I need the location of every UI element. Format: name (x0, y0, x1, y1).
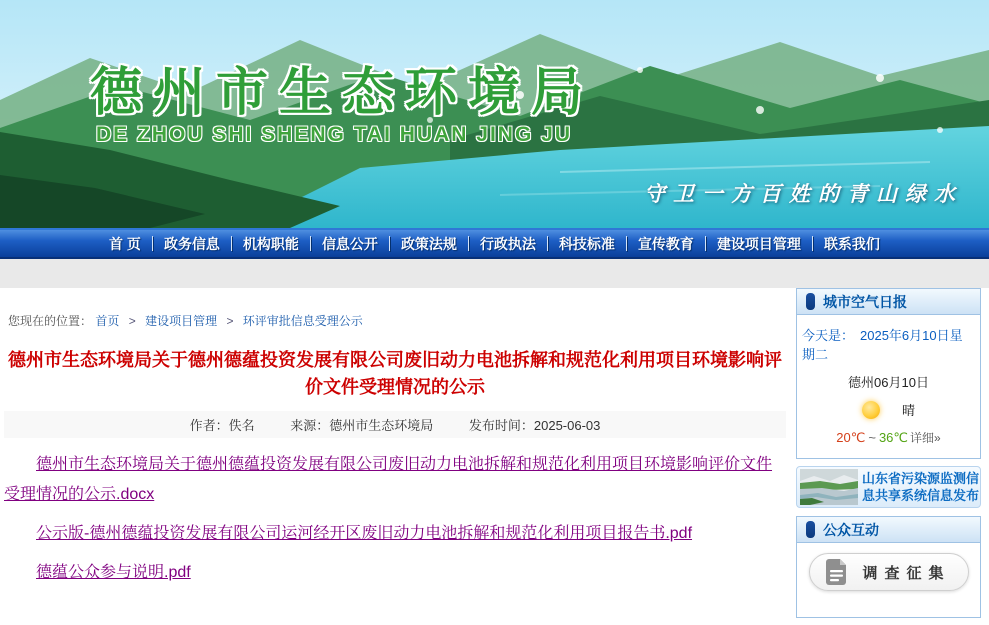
attachment-item (4, 450, 786, 510)
temperature-line (802, 429, 975, 446)
breadcrumb-separator: > (128, 314, 136, 328)
public-interaction-title: 公众互动 (823, 521, 879, 538)
nav-item-functions[interactable]: 机构职能 (242, 235, 299, 252)
air-quality-body (797, 315, 980, 458)
attachment-list (4, 450, 786, 588)
nav-item-education[interactable]: 宣传教育 (637, 235, 694, 252)
air-quality-box (796, 288, 981, 459)
breadcrumb-section-link[interactable]: 建设项目管理 (145, 314, 218, 328)
section-marker-icon (806, 293, 815, 310)
article-publish-date: 发布时间：2025-06-03 (468, 418, 601, 433)
temp-low: 20℃ (836, 430, 866, 445)
document-icon (826, 559, 848, 585)
nav-item-enforcement[interactable]: 行政执法 (479, 235, 536, 252)
public-interaction-body (797, 543, 980, 617)
site-banner (0, 0, 989, 228)
today-line (802, 325, 975, 363)
article-meta (4, 411, 786, 438)
banner-thumbnail (800, 469, 858, 505)
attachment-item (4, 519, 786, 549)
attachment-link-report-pdf[interactable]: 公示版-德州德蕴投资发展有限公司运河经开区废旧动力电池拆解和规范化利用项目报告书.pdf (36, 525, 693, 542)
temp-separator: ~ (868, 430, 876, 445)
sun-icon (862, 401, 880, 419)
nav-item-gov-info[interactable]: 政务信息 (163, 235, 220, 252)
temp-high: 36℃ (878, 430, 909, 445)
pollution-monitor-banner[interactable] (796, 466, 981, 508)
nav-item-home[interactable]: 首 页 (109, 235, 141, 252)
banner-link-line2: 息共享系统信息发布 (862, 488, 980, 503)
attachment-item (4, 558, 786, 588)
site-title-pinyin: DE ZHOU SHI SHENG TAI HUAN JING JU (96, 123, 572, 146)
nav-item-contact[interactable]: 联系我们 (823, 235, 880, 252)
river-landscape-icon (800, 469, 858, 505)
nav-item-standards[interactable]: 科技标准 (558, 235, 615, 252)
weather-line (802, 400, 975, 419)
weather-detail-link[interactable]: 详细» (910, 431, 941, 445)
banner-link-line1: 山东省污染源监测信 (862, 471, 980, 486)
article-source: 来源：德州市生态环境局 (290, 418, 434, 433)
breadcrumb (8, 312, 786, 329)
sidebar (796, 288, 981, 625)
banner-link-text (862, 470, 979, 504)
attachment-link-docx[interactable]: 德州市生态环境局关于德州德蕴投资发展有限公司废旧动力电池拆解和规范化利用项目环境影响评价文件受理情况的公示.docx (4, 456, 773, 503)
breadcrumb-current-link[interactable]: 环评审批信息受理公示 (242, 314, 363, 328)
today-date: 2025年6月10日星期二 (802, 328, 963, 362)
main-nav (0, 228, 989, 259)
today-label: 今天是： (802, 328, 855, 343)
sub-bar (0, 259, 989, 288)
survey-button[interactable] (809, 553, 969, 591)
banner-slogan: 守卫一方百姓的青山绿水 (644, 182, 963, 206)
public-interaction-box (796, 516, 981, 618)
nav-item-policy[interactable]: 政策法规 (400, 235, 457, 252)
content-area (0, 288, 989, 625)
air-quality-header (797, 289, 980, 315)
nav-item-disclosure[interactable]: 信息公开 (321, 235, 378, 252)
article-title: 德州市生态环境局关于德州德蕴投资发展有限公司废旧动力电池拆解和规范化利用项目环境影响评价文件受理情况的公示 (8, 350, 782, 397)
section-marker-icon (806, 521, 815, 538)
nav-item-project-mgmt[interactable]: 建设项目管理 (716, 235, 801, 252)
city-date: 德州06月10日 (848, 375, 929, 390)
site-title: 德州市生态环境局 (90, 64, 595, 122)
public-interaction-header (797, 517, 980, 543)
breadcrumb-separator: > (226, 314, 234, 328)
air-quality-title: 城市空气日报 (823, 293, 907, 310)
survey-button-label: 调查征集 (862, 564, 951, 582)
article-author: 作者：佚名 (189, 418, 255, 433)
main-column (0, 288, 790, 625)
breadcrumb-home-link[interactable]: 首页 (95, 314, 120, 328)
breadcrumb-label: 您现在的位置： (8, 314, 93, 328)
weather-text: 晴 (901, 403, 915, 418)
attachment-link-participation-pdf[interactable]: 德蕴公众参与说明.pdf (36, 564, 191, 581)
